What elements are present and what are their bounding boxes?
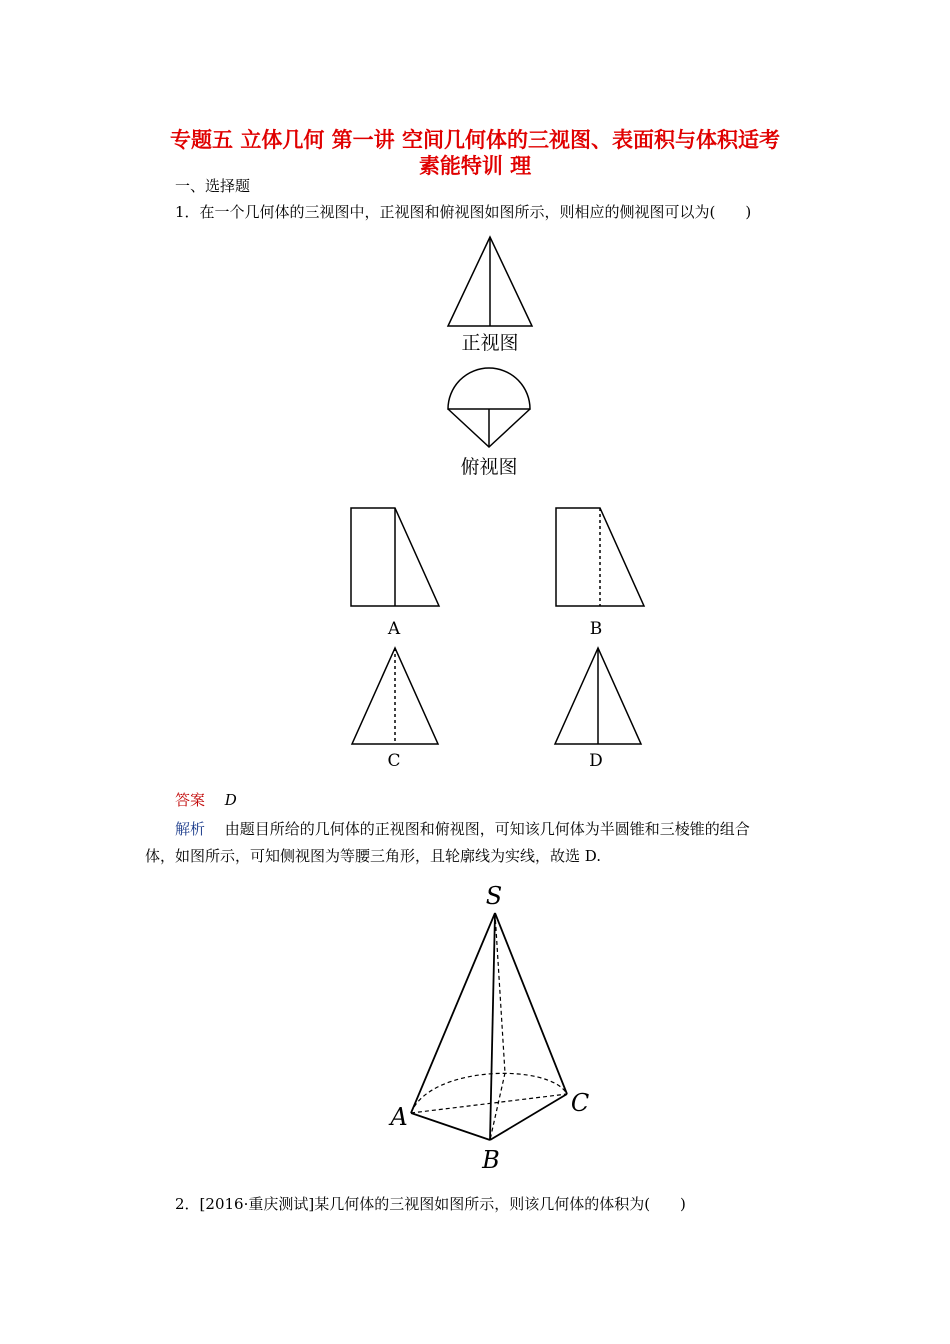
title-line-2: 素能特训 理 xyxy=(418,154,532,178)
option-b-shape xyxy=(556,508,644,606)
vertex-a-label: A xyxy=(390,1103,408,1131)
analysis-text-2: 体，如图所示，可知侧视图为等腰三角形，且轮廓线为实线，故选 D. xyxy=(145,847,602,865)
analysis-line-1 xyxy=(175,818,750,839)
option-d-shape xyxy=(555,648,641,744)
option-b-label: B xyxy=(589,619,603,639)
solid-hidden-edges xyxy=(411,913,567,1140)
section-heading: 一、选择题 xyxy=(175,177,251,195)
analysis-label: 解析 xyxy=(175,820,206,838)
title-line-1: 专题五 立体几何 第一讲 空间几何体的三视图、表面积与体积适考 xyxy=(170,128,780,152)
top-view xyxy=(448,368,530,447)
answer-line xyxy=(175,789,237,810)
option-a-shape xyxy=(351,508,439,606)
front-top-view-figure xyxy=(440,225,550,485)
solid-solid-edges xyxy=(411,913,567,1140)
answer-label: 答案 xyxy=(175,791,206,809)
vertex-b-label: B xyxy=(482,1146,500,1174)
top-view-label: 俯视图 xyxy=(460,456,518,478)
solid-figure xyxy=(380,875,605,1180)
front-view xyxy=(448,237,532,326)
vertex-c-label: C xyxy=(570,1089,590,1117)
analysis-text-1: 由题目所给的几何体的正视图和俯视图，可知该几何体为半圆锥和三棱锥的组合 xyxy=(224,820,750,838)
option-c-label: C xyxy=(387,751,401,771)
options-figure xyxy=(320,490,665,780)
front-view-label: 正视图 xyxy=(461,332,519,354)
option-c-shape xyxy=(352,648,438,744)
option-d-label: D xyxy=(589,751,603,771)
answer-value: D xyxy=(224,791,237,809)
vertex-s-label: S xyxy=(485,882,503,910)
question-2-text: 2．[2016·重庆测试]某几何体的三视图如图所示，则该几何体的体积为( ) xyxy=(175,1195,686,1213)
option-a-label: A xyxy=(387,619,401,639)
question-1-text: 1．在一个几何体的三视图中，正视图和俯视图如图所示，则相应的侧视图可以为( ) xyxy=(175,203,752,221)
